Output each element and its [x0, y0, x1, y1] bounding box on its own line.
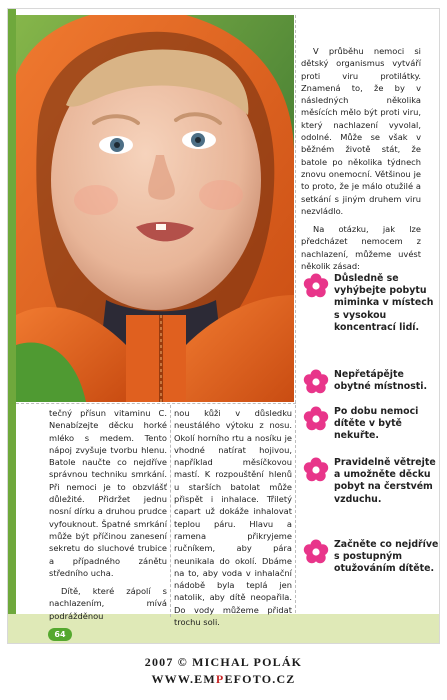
- flower-icon: [303, 369, 329, 395]
- left-paragraph-2: Dítě, které zápolí s nachlazením, mívá podrážděnou: [49, 586, 167, 621]
- magazine-page: [7, 8, 440, 644]
- right-paragraph-2: Na otázku, jak lze předcházet nemocem z nachlazení, můžeme uvést několik zásad:: [301, 224, 421, 272]
- column-divider-right: [295, 15, 296, 613]
- website-highlight: P: [215, 672, 225, 686]
- website-credit: [0, 672, 447, 687]
- copyright-credit: 2007 © MICHAL POLÁK: [144, 655, 303, 669]
- toddler-photo: [16, 15, 294, 402]
- photo-divider: [16, 403, 296, 404]
- tip-text: Důsledně se vyhýbejte pobytu miminka v místech s vysokou koncentrací lidí.: [334, 273, 434, 333]
- flower-icon: [303, 406, 329, 432]
- tip-text: Po dobu nemoci dítěte v bytě nekuřte.: [334, 406, 419, 442]
- tip-text: Pravidelně větrejte a umožněte děcku pobyt na čerstvém vzduchu.: [334, 457, 436, 505]
- flower-icon: [303, 539, 329, 565]
- flower-icon: [303, 273, 329, 299]
- middle-paragraph: nou kůži v důsledku neustálého výtoku z nosu. Okolí horního rtu a nosíku je vhodné natírat hojivou, například měsíčkovou mastí. K rozpouštění hlenů u starších batolat může přispět i inhalace. Třiletý capart už dokáže inhalovat teplou páru. Hlavu a ramena přikryjeme ručníkem, aby pára neunikala do okolí. Dbáme na to, aby voda v inhalační nádobě byla teplá jen natolik, aby dítě neopařila. Do vody můžeme přidat trochu soli.: [174, 408, 292, 628]
- right-paragraph-1: V průběhu nemoci si dětský organismus vytváří proti viru protilátky. Znamená to, že by v následných několika měsících mělo být proti viru, který nachlazení vyvolal, odolné. Může se však v běžném životě stát, že batole po několika týdnech znovu onemocní. Většinou je to proto, že je málo otužilé a setkání s jiným druhem viru nezvládlo.: [301, 46, 421, 216]
- middle-column: [174, 407, 292, 634]
- website-prefix: WWW.EM: [151, 672, 216, 686]
- right-column: [301, 45, 421, 278]
- left-column: [49, 407, 167, 628]
- left-paragraph-1: tečný přísun vitaminu C. Nenabízejte děcku horké mléko s medem. Tento nápoj zvyšuje tvorbu hlenu. Batole naučte co nejdříve správnou techniku smrkání. Při nemoci je to obzvlášť důležité. Přidržet jednu nosní dírku a druhou prudce vyfouknout. Špatné smrkání může být příčinou zanesení sekretu do sluchové trubice a případného zánětu středního ucha.: [49, 408, 167, 578]
- page-number: 64: [48, 628, 72, 641]
- website-suffix: EFOTO.CZ: [224, 672, 296, 686]
- column-divider-left: [170, 405, 171, 617]
- tip-text: Začněte co nejdříve s postupným otužováním dítěte.: [334, 539, 439, 575]
- flower-icon: [303, 457, 329, 483]
- tip-text: Nepřetápějte obytné místnosti.: [334, 369, 428, 393]
- green-page-edge: [8, 9, 16, 614]
